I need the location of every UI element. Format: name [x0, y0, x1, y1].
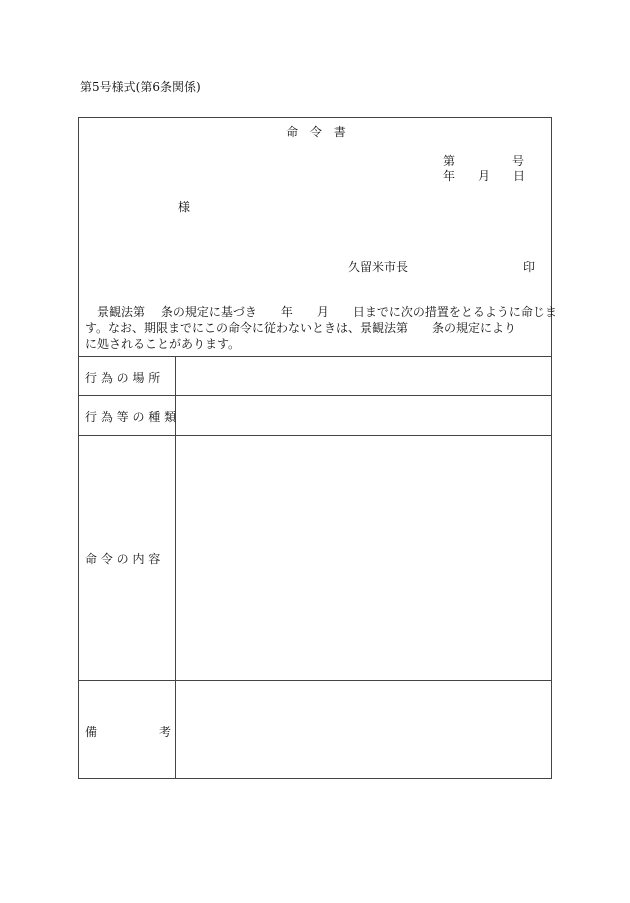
- number-go: 号: [512, 154, 525, 168]
- date-month: 月: [478, 169, 491, 183]
- number-dai: 第: [443, 154, 456, 168]
- divider: [79, 435, 551, 436]
- date-year: 年: [443, 169, 456, 183]
- seal-mark: 印: [523, 260, 536, 274]
- addressee-suffix: 様: [178, 200, 191, 214]
- label-action-type: 行 為 等 の 種 類: [85, 410, 177, 424]
- body-line-2: す。なお、期限までにこの命令に従わないときは、景観法第 条の規定により: [85, 321, 517, 335]
- issuer-name: 久留米市長: [348, 260, 409, 274]
- body-line-1: 景観法第 条の規定に基づき 年 月 日までに次の措置をとるように命じま: [85, 305, 557, 319]
- body-line-3: に処されることがあります。: [85, 337, 241, 351]
- label-remarks-left: 備: [85, 725, 98, 739]
- order-form: [78, 117, 557, 779]
- document-title: 命 令 書: [286, 125, 346, 139]
- divider: [79, 680, 551, 681]
- label-remarks-right: 考: [159, 725, 172, 739]
- divider: [79, 395, 551, 396]
- form-number: 第5号様式(第6条関係): [80, 80, 201, 94]
- divider: [79, 356, 551, 357]
- label-order-content: 命 令 の 内 容: [85, 552, 161, 566]
- order-body-text: [85, 304, 557, 352]
- label-action-location: 行 為 の 場 所: [85, 371, 161, 385]
- date-day: 日: [513, 169, 526, 183]
